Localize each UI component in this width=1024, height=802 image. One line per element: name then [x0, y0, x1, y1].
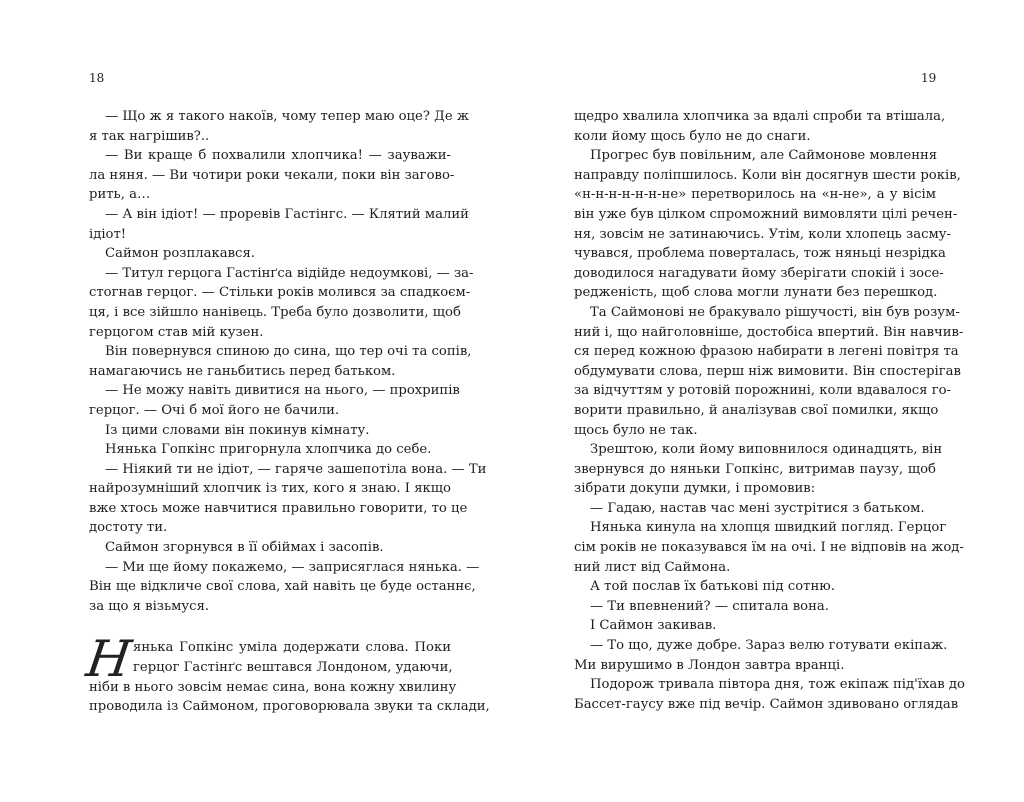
- text-line: щось було не так.: [574, 422, 698, 438]
- text-line: А той послав їх батькові під сотню.: [590, 579, 835, 595]
- text-line: Він повернувся спиною до сина, що тер очі та сопів,: [105, 344, 472, 360]
- text-line: найрозумніший хлопчик із тих, кого я знаю. І якщо: [89, 481, 451, 497]
- text-line: я так нагрішив?..: [89, 128, 210, 144]
- text-line: ся перед кожною фразою набирати в легені повітря та: [574, 344, 959, 360]
- text-line: ний і, що найголовніше, достобіса впертий. Він навчив-: [574, 324, 964, 340]
- text-line: Прогрес був повільним, але Саймонове мовлення: [590, 148, 938, 164]
- page-number-left: 18: [89, 71, 105, 85]
- text-line: — Гадаю, настав час мені зустрітися з батьком.: [590, 500, 925, 516]
- text-line: Саймон розплакався.: [105, 246, 255, 262]
- text-line: Нянька кинула на хлопця швидкий погляд. Герцог: [590, 520, 947, 536]
- text-line: — Ніякий ти не ідіот, — гаряче зашепотіла вона. — Ти: [105, 461, 487, 477]
- text-line: Подорож тривала півтора дня, тож екіпаж під'їхав до: [590, 677, 965, 693]
- new-section-paragraph: [82, 630, 490, 716]
- text-line: янька Гопкінс уміла додержати слова. Поки: [133, 640, 451, 656]
- text-line: герцог Гастінґс вештався Лондоном, удаючи,: [133, 660, 453, 676]
- text-line: Бассет-гаусу вже під вечір. Саймон здивовано оглядав: [574, 696, 959, 712]
- text-line: намагаючись не ганьбитись перед батьком.: [89, 363, 396, 379]
- text-line: ніби в нього зовсім немає сина, вона кожну хвилину: [89, 679, 457, 695]
- text-line: ця, і все зійшло нанівець. Треба було дозволити, щоб: [89, 304, 461, 320]
- left-text-block: [82, 107, 490, 717]
- text-line: «н-н-н-н-н-н-не» перетворилось на «н-не», а у вісім: [574, 187, 936, 203]
- text-line: ня, зовсім не затинаючись. Утім, коли хлопець засму-: [574, 226, 951, 242]
- text-line: Та Саймонові не бракувало рішучості, він був розум-: [590, 304, 960, 320]
- text-line: направду поліпшилось. Коли він досягнув шести років,: [574, 167, 961, 183]
- text-line: стогнав герцог. — Стільки років молився за спадкоєм-: [89, 285, 471, 301]
- text-line: — То що, дуже добре. Зараз велю готувати екіпаж.: [590, 638, 948, 654]
- text-line: рить, а…: [89, 187, 151, 203]
- right-page: [512, 0, 1024, 802]
- text-line: Він ще відкличе свої слова, хай навіть це буде останнє,: [89, 579, 476, 595]
- text-line: чувався, проблема поверталась, тож няньці незрідка: [574, 246, 946, 262]
- text-line: Ми вирушимо в Лондон завтра вранці.: [574, 657, 845, 673]
- text-line: герцог. — Очі б мої його не бачили.: [89, 402, 340, 418]
- text-line: — Ти впевнений? — спитала вона.: [590, 598, 829, 614]
- text-line: Нянька Гопкінс пригорнула хлопчика до себе.: [105, 442, 432, 458]
- text-line: І Саймон закивав.: [590, 618, 717, 634]
- section-break: [89, 616, 451, 638]
- text-line: герцогом став мій кузен.: [89, 324, 264, 340]
- text-line: — А він ідіот! — проревів Гастінгс. — Клятий малий: [105, 206, 469, 222]
- text-line: — Ми ще йому покажемо, — заприсяглася нянька. —: [105, 559, 480, 575]
- text-line: ворити правильно, й аналізував свої помилки, якщо: [574, 402, 939, 418]
- text-line: коли йому щось було не до снаги.: [574, 128, 811, 144]
- text-line: проводила із Саймоном, проговорювала звуки та склади,: [89, 699, 490, 715]
- drop-cap: Н: [82, 630, 135, 689]
- text-line: редженість, щоб слова могли лунати без перешкод.: [574, 285, 938, 301]
- text-line: — Що ж я такого накоїв, чому тепер маю оце? Де ж: [105, 109, 469, 124]
- text-line: ний лист від Саймона.: [574, 559, 731, 575]
- text-line: ла няня. — Ви чотири роки чекали, поки він загово-: [89, 167, 455, 183]
- text-line: Зрештою, коли йому виповнилося одинадцять, він: [590, 442, 943, 458]
- text-line: сім років не показувався їм на очі. І не відповів на жод-: [574, 540, 964, 556]
- text-line: щедро хвалила хлопчика за вдалі спроби та втішала,: [574, 109, 946, 124]
- page-number-right: 19: [921, 71, 937, 85]
- text-line: — Ви краще б похвалили хлопчика! — зауважи-: [105, 148, 451, 164]
- text-line: зібрати докупи думки, і промовив:: [574, 481, 816, 497]
- text-line: звернувся до няньки Гопкінс, витримав паузу, щоб: [574, 461, 936, 477]
- text-line: за що я візьмуся.: [89, 598, 210, 614]
- text-line: він уже був цілком спроможний вимовляти цілі речен-: [574, 206, 958, 222]
- text-line: доводилося нагадувати йому зберігати спокій і зосе-: [574, 265, 944, 281]
- text-line: ідіот!: [89, 226, 127, 242]
- text-line: Саймон згорнувся в її обіймах і засопів.: [105, 540, 384, 556]
- text-line: достоту ти.: [89, 520, 168, 536]
- text-line: за відчуттям у ротовій порожнині, коли вдавалося го-: [574, 383, 952, 399]
- text-line: Із цими словами він покинув кімнату.: [105, 422, 370, 438]
- text-line: — Не можу навіть дивитися на нього, — прохрипів: [105, 383, 460, 399]
- text-line: — Титул герцога Гастінґса відійде недоумкові, — за-: [105, 265, 474, 281]
- right-text-block: [574, 107, 965, 714]
- text-line: вже хтось може навчитися правильно говорити, то це: [89, 500, 468, 516]
- text-line: обдумувати слова, перш ніж вимовити. Він спостерігав: [574, 363, 961, 379]
